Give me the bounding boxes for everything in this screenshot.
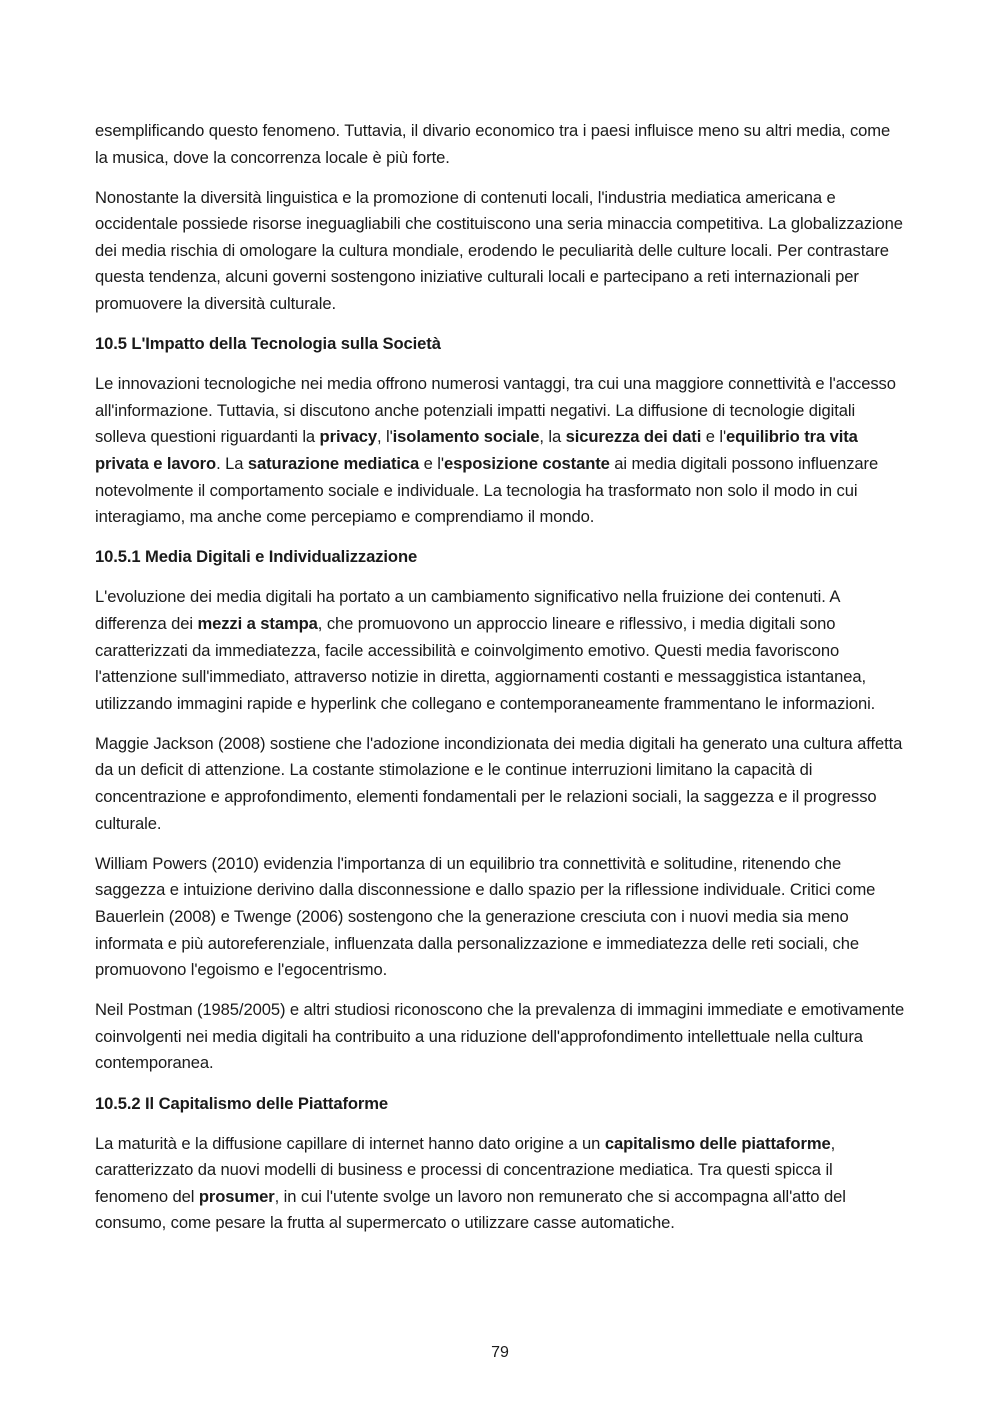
paragraph-globalization-threat: Nonostante la diversità linguistica e la promozione di contenuti locali, l'industria mediatica americana e occidentale possiede risorse ineguagliabili che costituiscono una seria minaccia competitiva. La globalizzazione dei media rischia di omologare la cultura mondiale, erodendo le peculiarità delle culture locali. Per contrastare questa tendenza, alcuni governi sostengono iniziative culturali locali e partecipano a reti internazionali per promuovere la diversità culturale.	[95, 187, 903, 314]
paragraph-neil-postman: Neil Postman (1985/2005) e altri studiosi riconoscono che la prevalenza di immagini immediate e emotivamente coinvolgenti nei media digitali ha contribuito a una riduzione dell'approfondimento intellettuale nella cultura contemporanea.	[95, 1000, 905, 1073]
bold-term-work-life-balance: equilibrio tra vita privata e lavoro	[95, 427, 858, 474]
section-heading-10-5: 10.5 L'Impatto della Tecnologia sulla Società	[95, 334, 441, 354]
paragraph-maggie-jackson: Maggie Jackson (2008) sostiene che l'adozione incondizionata dei media digitali ha generato una cultura affetta da un deficit di attenzione. La costante stimolazione e le continue interruzioni limitano la capacità di concentrazione e approfondimento, elementi fondamentali per le relazioni sociali, la saggezza e il progresso culturale.	[95, 733, 903, 833]
bold-term-social-isolation: isolamento sociale	[392, 427, 540, 447]
bold-term-platform-capitalism: capitalismo delle piattaforme	[604, 1133, 831, 1153]
bold-term-privacy: privacy	[319, 427, 377, 447]
bold-term-constant-exposure: esposizione costante	[443, 454, 610, 474]
text-run: , che promuovono un approccio lineare e riflessivo, i media digitali sono caratterizzati da immediatezza, facile accessibilità e coinvolgimento emotivo. Questi media favoriscono l'attenzione sull'immediato, attraverso notizie in diretta, aggiornamenti costanti e messaggistica istantanea, utilizzando immagini rapide e hyperlink che collegano e contemporaneamente frammentano le informazioni.	[95, 614, 876, 713]
text-run: e l'	[701, 427, 727, 447]
section-heading-10-5-1: 10.5.1 Media Digitali e Individualizzazione	[95, 547, 418, 567]
text-run: . La	[216, 454, 248, 474]
text-run: e l'	[419, 454, 444, 474]
paragraph-platform-capitalism	[95, 1131, 907, 1237]
section-heading-10-5-2: 10.5.2 Il Capitalismo delle Piattaforme	[95, 1093, 389, 1113]
bold-term-data-security: sicurezza dei dati	[565, 427, 702, 447]
bold-term-print-media: mezzi a stampa	[197, 614, 318, 633]
paragraph-digital-media-evolution	[95, 584, 907, 717]
page-body	[95, 118, 907, 1250]
text-run: , caratterizzato da nuovi modelli di business e processi di concentrazione mediatica. Tra questi spicca il fenomeno del	[95, 1133, 836, 1206]
bold-term-media-saturation: saturazione mediatica	[247, 454, 420, 474]
text-run: , in cui l'utente svolge un lavoro non remunerato che si accompagna all'atto del consumo, come pesare la frutta al supermercato o utilizzare casse automatiche.	[95, 1186, 846, 1233]
paragraph-william-powers: William Powers (2010) evidenzia l'importanza di un equilibrio tra connettività e solitudine, ritenendo che saggezza e intuizione derivino dalla disconnessione e dallo spazio per la riflessione individuale. Critici come Bauerlein (2008) e Twenge (2006) sostengono che la generazione cresciuta con i nuovi media sia meno informata e più autoreferenziale, influenzata dalla personalizzazione e immediatezza delle reti sociali, che promuovono l'egoismo e l'egocentrismo.	[95, 853, 876, 980]
text-run: L'evoluzione dei media digitali ha portato a un cambiamento significativo nella fruizione dei contenuti. A differenza dei	[95, 587, 840, 633]
paragraph-technology-impact	[95, 371, 907, 531]
text-run: , l'	[376, 427, 393, 447]
text-run: ai media digitali possono influenzare notevolmente il comportamento sociale e individuale. La tecnologia ha trasformato non solo il modo in cui interagiamo, ma anche come percepiamo e comprendiamo il mondo.	[95, 454, 879, 527]
paragraph-globalization-intro: esemplificando questo fenomeno. Tuttavia, il divario economico tra i paesi influisce meno su altri media, come la musica, dove la concorrenza locale è più forte.	[95, 121, 891, 167]
text-run: , la	[539, 427, 566, 447]
bold-term-prosumer: prosumer	[198, 1186, 275, 1206]
text-run: La maturità e la diffusione capillare di internet hanno dato origine a un	[95, 1133, 605, 1153]
text-run: Le innovazioni tecnologiche nei media offrono numerosi vantaggi, tra cui una maggiore connettività e l'accesso all'informazione. Tuttavia, si discutono anche potenziali impatti negativi. La diffusione di tecnologie digitali solleva questioni riguardanti la	[95, 374, 896, 447]
page-number: 79	[491, 1344, 509, 1361]
